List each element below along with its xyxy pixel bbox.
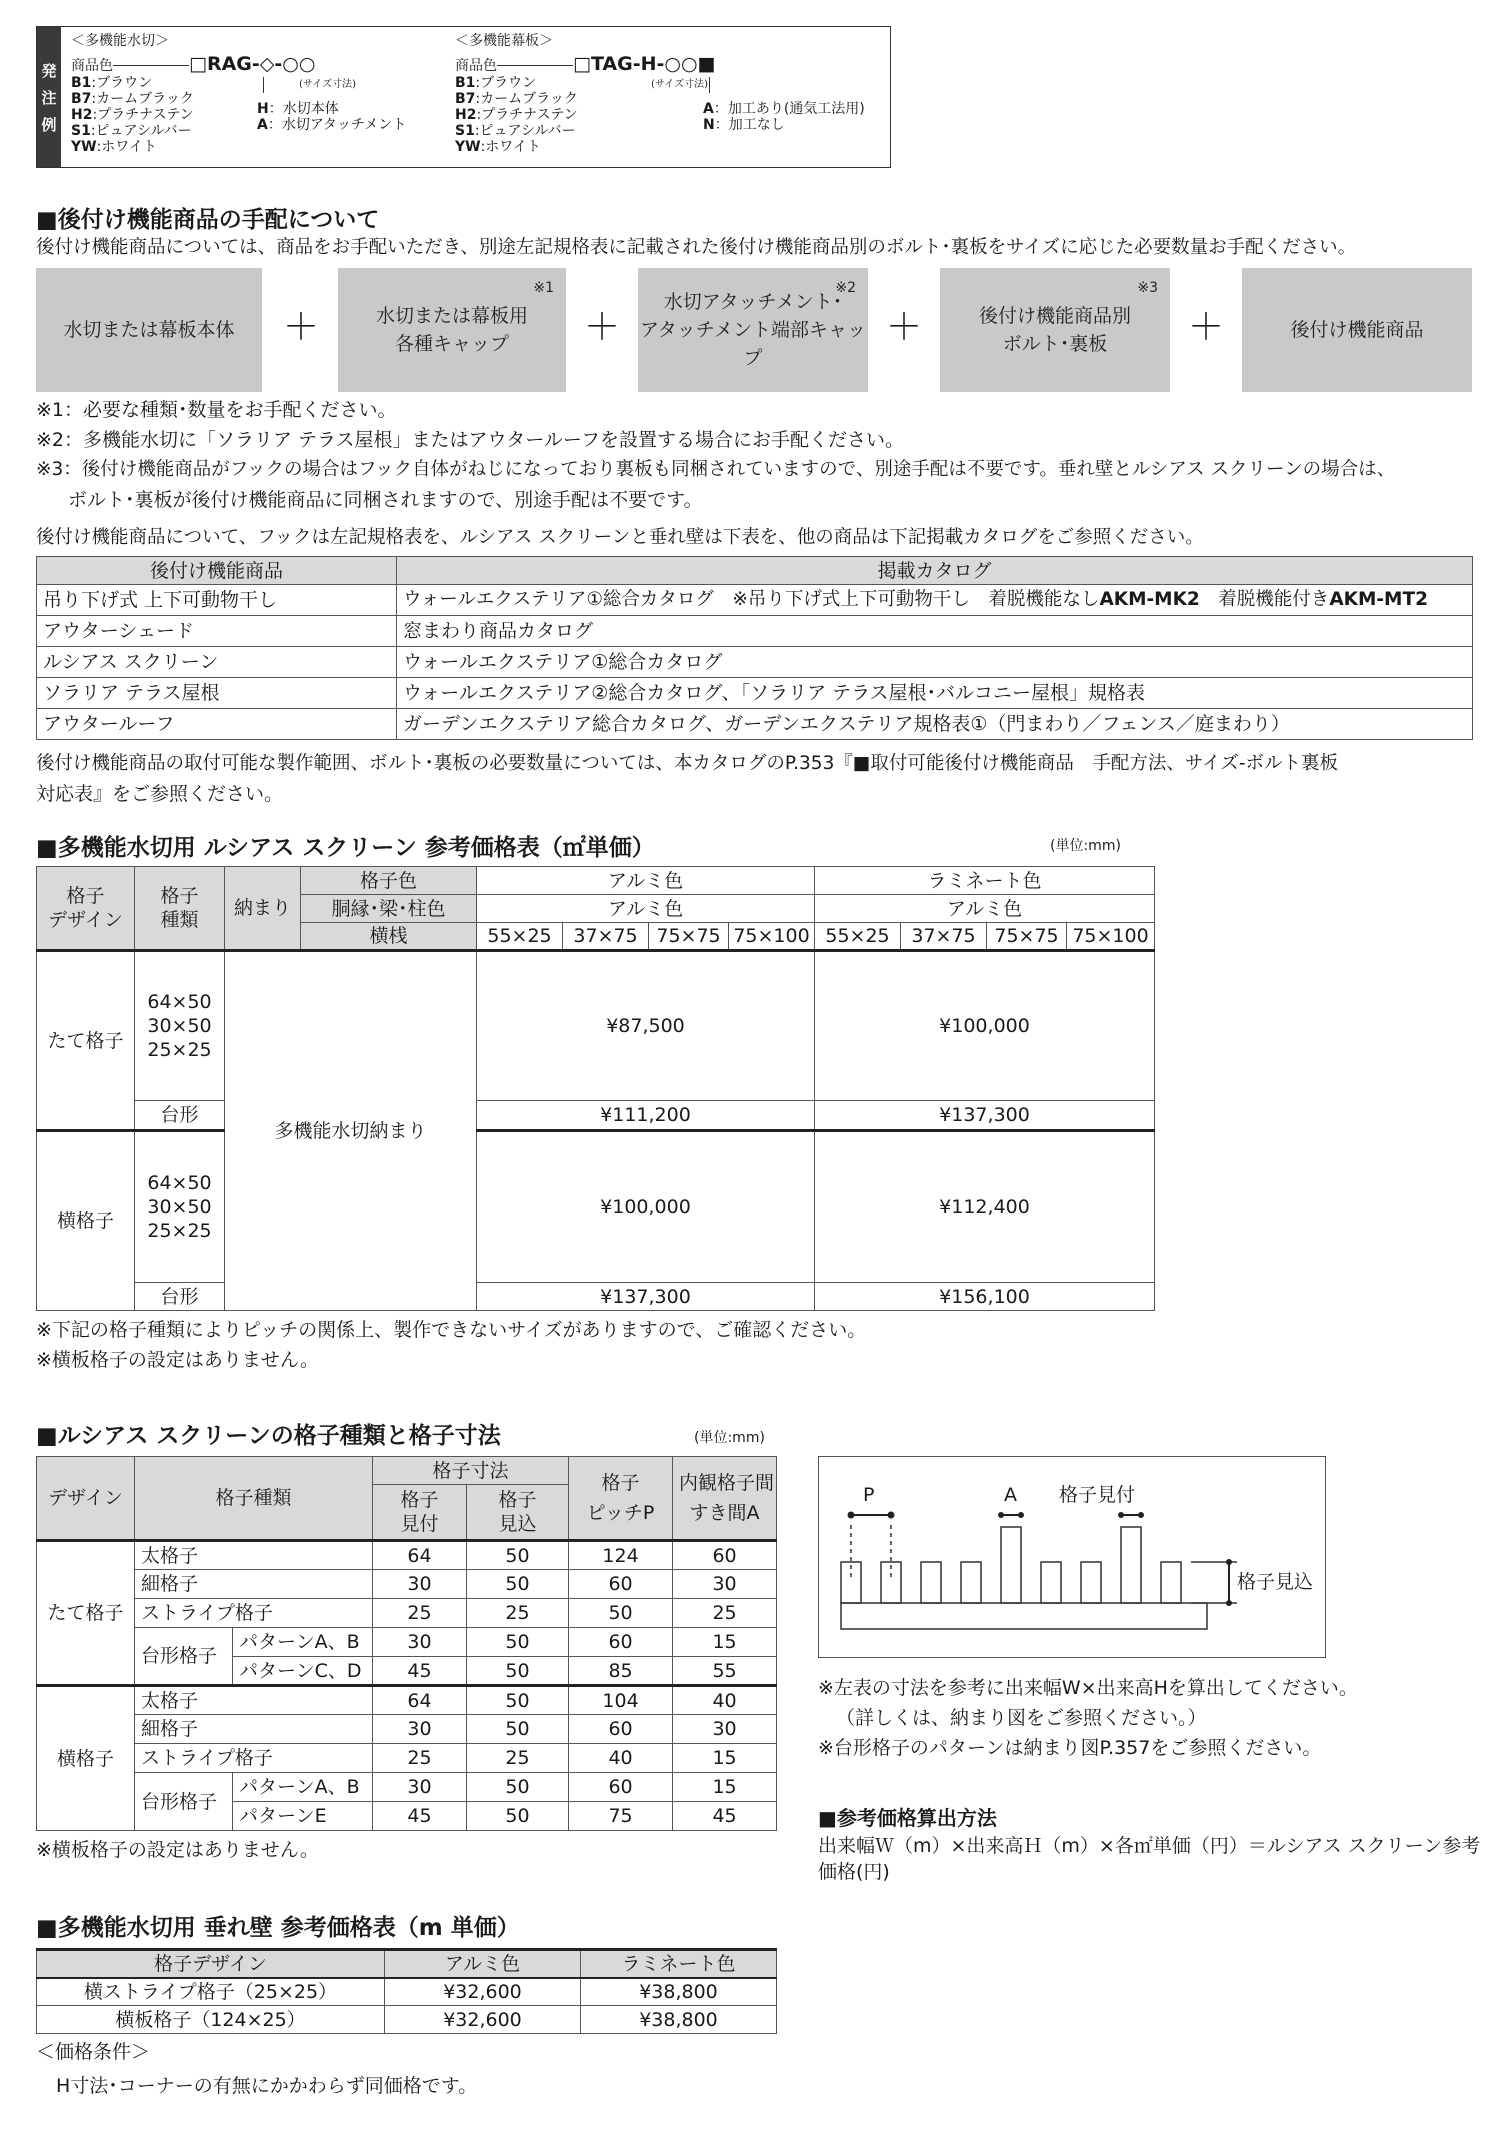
mizukiri-types: H：水切本体 A：水切アタッチメント [257,101,407,133]
catalog-table: 後付け機能商品 掲載カタログ 吊り下げ式 上下可動物干し ウォールエクステリア①総合カタログ ※吊り下げ式上下可動物干し 着脱機能なしAKM-MK2 着脱機能付きAKM-MT2 アウターシェード 窓まわり商品カタログ ルシアス スクリーン ウォールエクステリア①総合カタログ ソラリア テラス屋根 ウォールエクステリア②総合カタログ、「ソラリア テラス屋根･バルコニー屋根」規格表 アウタールーフ ガーデンエクステリア総合カタログ、ガーデンエクステリア規格表①（門まわり／フェンス／庭まわり） [36,556,1473,740]
table-row: ソラリア テラス屋根 ウォールエクステリア②総合カタログ、「ソラリア テラス屋根･バルコニー屋根」規格表 [37,678,1473,709]
makuita-heading: ＜多機能幕板＞ [455,33,553,49]
makuita-colors: B1:ブラウン B7:カームブラック H2:プラチナステン S1:ピュアシルバー YW:ホワイト [455,75,578,155]
table-row: 台形格子 パターンA、B 30 50 60 15 [37,1628,777,1657]
cond-text: H寸法･コーナーの有無にかかわらず同価格です。 [56,2075,478,2097]
table-row: 吊り下げ式 上下可動物干し ウォールエクステリア①総合カタログ ※吊り下げ式上下可動物干し 着脱機能なしAKM-MK2 着脱機能付きAKM-MT2 [37,585,1473,616]
lattice-diagram [818,1456,1326,1658]
flow-box-cap: ※1 水切または幕板用 各種キャップ [338,268,566,392]
mizukiri-heading: ＜多機能水切＞ [71,33,169,49]
table-row: たて格子 太格子 64 50 124 60 [37,1541,777,1570]
flow-box-attachment: ※2 水切アタッチメント･ アタッチメント端部キャップ [638,268,868,392]
tare-price-table: 格子デザイン アルミ色 ラミネート色 横ストライプ格子（25×25） ¥32,600 ¥38,800 横板格子（124×25） ¥32,600 ¥38,800 [36,1948,777,2034]
arrangement-intro: 後付け機能商品については、商品をお手配いただき、別途左記規格表に記載された後付け機能商品別のボルト･裏板をサイズに応じた必要数量お手配ください。 [36,237,1357,258]
table-row: ストライプ格子 25 25 40 15 [37,1744,777,1773]
diagram-label-a: A [1004,1484,1017,1506]
arrangement-note: ※1：必要な種類･数量をお手配ください。 [36,399,397,421]
mizukiri-code: □RAG-◇-○○ [189,53,316,75]
makuita-types: A：加工あり(通気工法用) N：加工なし [703,101,865,133]
side-char: 注 [41,88,57,107]
flow-box-bolt: ※3 後付け機能商品別 ボルト･裏板 [940,268,1170,392]
tare-heading: ■多機能水切用 垂れ壁 参考価格表（m 単価） [36,1915,520,1941]
makuita-size-note: (サイズ寸法) [651,79,709,90]
diagram-label-face: 格子見付 [1059,1484,1136,1506]
arrangement-footer: 対応表』をご参照ください。 [36,783,284,805]
side-char: 発 [41,61,57,80]
makuita-code-line [455,53,716,75]
table-row: 横板格子（124×25） ¥32,600 ¥38,800 [37,2006,777,2034]
plus-sign: ＋ [283,307,320,348]
flow-box-main: 水切または幕板本体 [36,268,262,392]
table-row: パターンC、D 45 50 85 55 [37,1657,777,1686]
table-row: 台形 ¥137,300 ¥156,100 [37,1283,1155,1311]
screen-price-heading: ■多機能水切用 ルシアス スクリーン 参考価格表（㎡単価） [36,835,655,861]
order-example-side-label [37,27,61,167]
table-row: アウタールーフ ガーデンエクステリア総合カタログ、ガーデンエクステリア規格表①（門まわり／フェンス／庭まわり） [37,709,1473,740]
unit-label: (単位:mm) [1050,838,1121,854]
arrangement-note: ボルト･裏板が後付け機能商品に同梱されますので、別途手配は不要です。 [68,489,703,511]
table-row: 横格子 64×50 30×50 25×25 ¥100,000 ¥112,400 [37,1131,1155,1283]
table-row: たて格子 64×50 30×50 25×25 多機能水切納まり ¥87,500 ¥100,000 [37,951,1155,1101]
order-example-box [36,26,891,168]
makuita-code: □TAG-H-○○■ [573,53,716,75]
lattice-side-note: ※左表の寸法を参考に出来幅W×出来高Hを算出してください。 [818,1677,1358,1699]
table-row: アウターシェード 窓まわり商品カタログ [37,616,1473,647]
lattice-table: デザイン 格子種類 格子寸法 格子 ピッチP 内観格子間 すき間A 格子 見付 格子 見込 たて格子 太格子 64 50 124 60 細格子 30 50 60 30 ストライプ格子 25 25 50 25 台形格子 パターンA、B 30 50 60 15 パターンC、D 45 50 85 55 横格子 太格子 64 50 104 40 細格子 30 50 60 30 ストライプ格子 25 25 40 15 台形格子 パターンA、B 30 50 60 15 パターンE 45 50 75 45 [36,1456,777,1831]
calc-line: 出来幅Ｗ（m）×出来高Ｈ（m）×各㎡単価（円）＝ルシアス スクリーン参考 [818,1835,1481,1857]
mizukiri-size-note: (サイズ寸法) [299,79,357,90]
arrangement-heading: ■後付け機能商品の手配について [36,207,380,233]
table-row: 横格子 太格子 64 50 104 40 [37,1686,777,1715]
lattice-heading: ■ルシアス スクリーンの格子種類と格子寸法 [36,1423,501,1449]
arrangement-note: ※3：後付け機能商品がフックの場合はフック自体がねじになっており裏板も同梱されていますので、別途手配は不要です。垂れ壁とルシアス スクリーンの場合は、 [36,459,1396,480]
plus-sign: ＋ [584,307,621,348]
unit-label: (単位:mm) [694,1430,765,1446]
arrangement-footer: 後付け機能商品の取付可能な製作範囲、ボルト･裏板の必要数量については、本カタログのP.353『■取付可能後付け機能商品 手配方法、サイズ-ボルト裏板 [36,753,1339,774]
table-row: 細格子 30 50 60 30 [37,1715,777,1744]
table-row: 細格子 30 50 60 30 [37,1570,777,1599]
diagram-label-p: P [863,1484,875,1506]
table-row: パターンE 45 50 75 45 [37,1802,777,1831]
product-color-label: 商品色 [455,58,497,74]
lattice-note: ※横板格子の設定はありません。 [36,1839,320,1861]
side-char: 例 [41,115,57,134]
flow-box-product: 後付け機能商品 [1242,268,1472,392]
calc-line: 価格(円) [818,1861,890,1883]
table-row: ストライプ格子 25 25 50 25 [37,1599,777,1628]
lattice-side-note: （詳しくは、納まり図をご参照ください。） [836,1707,1207,1729]
diagram-label-depth: 格子見込 [1237,1571,1314,1593]
mizukiri-colors: B1:ブラウン B7:カームブラック H2:プラチナステン S1:ピュアシルバー YW:ホワイト [71,75,194,155]
mizukiri-code-line [71,53,315,75]
product-color-label: 商品色 [71,58,113,74]
screen-note: ※下記の格子種類によりピッチの関係上、製作できないサイズがありますので、ご確認ください。 [36,1319,867,1341]
cond-heading: ＜価格条件＞ [36,2041,151,2063]
table-row: ルシアス スクリーン ウォールエクステリア①総合カタログ [37,647,1473,678]
arrangement-note: ※2：多機能水切に「ソラリア テラス屋根」またはアウタールーフを設置する場合にお手配ください。 [36,429,904,451]
plus-sign: ＋ [1188,307,1225,348]
catalog-intro: 後付け機能商品について、フックは左記規格表を、ルシアス スクリーンと垂れ壁は下表を、他の商品は下記掲載カタログをご参照ください。 [36,527,1204,548]
table-row: 台形 ¥111,200 ¥137,300 [37,1101,1155,1131]
table-row: 横ストライプ格子（25×25） ¥32,600 ¥38,800 [37,1978,777,2006]
table-row: 台形格子 パターンA、B 30 50 60 15 [37,1773,777,1802]
lattice-side-note: ※台形格子のパターンは納まり図P.357をご参照ください。 [818,1737,1322,1759]
screen-note: ※横板格子の設定はありません。 [36,1349,320,1371]
plus-sign: ＋ [886,307,923,348]
calc-heading: ■参考価格算出方法 [818,1806,997,1830]
screen-price-table: 格子 デザイン 格子 種類 納まり 格子色 アルミ色 ラミネート色 胴縁･梁･柱色 アルミ色 アルミ色 横桟 55×25 37×75 75×75 75×100 55×25 37×75 75×75 75×100 たて格子 64×50 30×50 25×25 多機能水切納まり ¥87,500 ¥100,000 台形 ¥111,200 ¥137,300 横格子 64×50 30×50 25×25 ¥100,000 ¥112,400 台形 ¥137,300 ¥156,100 [36,866,1155,1311]
